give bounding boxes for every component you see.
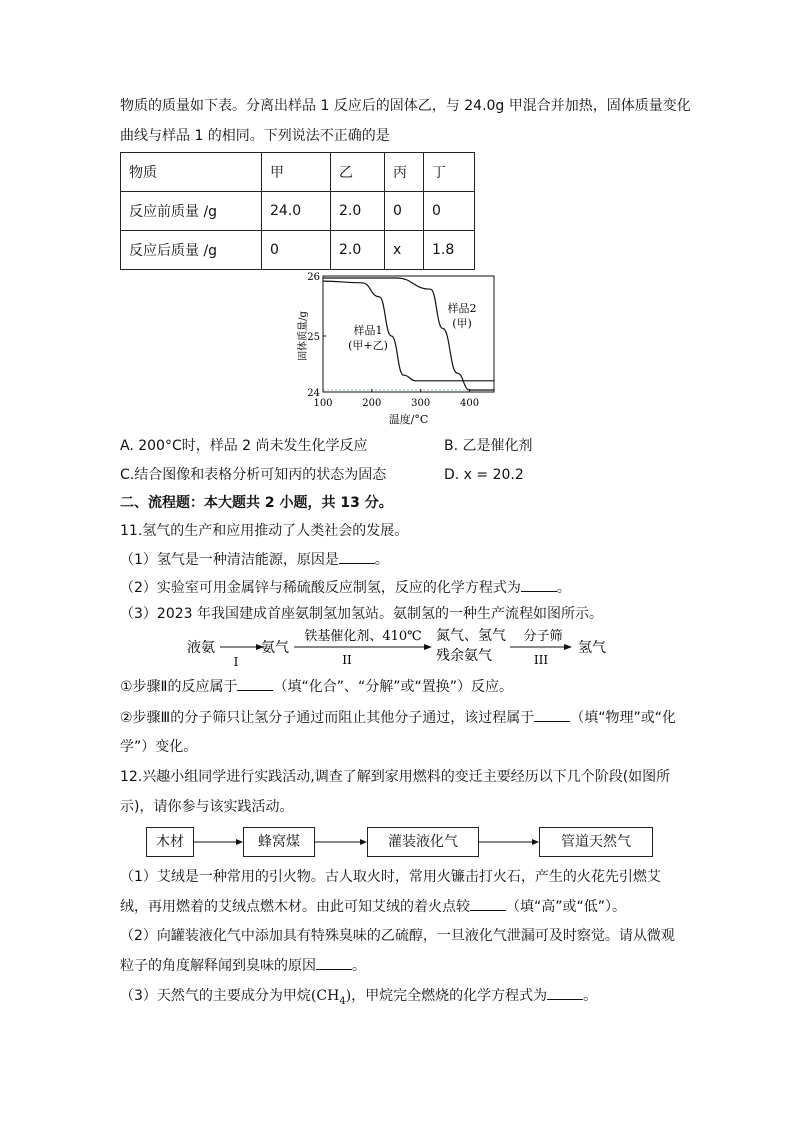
- question-11-sub1-hint: （填“化合”、“分解”或“置换”）反应。: [273, 679, 513, 695]
- chart-series-label: 样品2: [447, 302, 477, 315]
- flow-node-hydrogen: 氢气: [578, 640, 606, 656]
- formula-subscript: 4: [339, 995, 346, 1007]
- fuel-box-honeycomb-coal: 蜂窝煤: [243, 827, 315, 857]
- table-cell: 2.0: [331, 231, 385, 270]
- chart-x-tick-label: 200: [362, 398, 382, 409]
- question-11-stem: 11.氢气的生产和应用推动了人类社会的发展。: [120, 523, 409, 539]
- ammonia-hydrogen-flow-diagram: [180, 626, 620, 674]
- answer-blank[interactable]: [237, 676, 273, 691]
- flow-arrow-iii-head: [564, 644, 572, 650]
- table-header-cell: 物质: [121, 153, 262, 192]
- flow-step-i-label: I: [233, 655, 239, 669]
- table-row: [121, 192, 475, 231]
- table-cell: 24.0: [262, 192, 331, 231]
- question-12-stem-line2: 示)，请你参与该实践活动。: [120, 799, 294, 815]
- question-11-part1: [120, 549, 389, 570]
- flow-arrow-head: [360, 839, 367, 845]
- chart-x-tick-label: 400: [460, 398, 480, 409]
- option-c: C.结合图像和表格分析可知丙的状态为固态: [120, 467, 387, 483]
- flow-step-ii-label: II: [342, 653, 352, 667]
- answer-blank[interactable]: [316, 955, 352, 970]
- chart-x-tick-label: 100: [313, 398, 333, 409]
- table-row: [121, 231, 475, 270]
- question-11-part3: （3）2023 年我国建成首座氨制氢加氢站。氨制氢的一种生产流程如图所示。: [120, 606, 603, 622]
- question-12-part2-line2: [120, 955, 366, 976]
- question-12-part1-hint: （填“高”或“低”）。: [506, 899, 627, 915]
- table-cell: 0: [385, 192, 424, 231]
- flow-node-products: 氮气、氢气: [436, 628, 506, 644]
- table-cell: 0: [424, 192, 475, 231]
- table-header-cell: 丙: [385, 153, 424, 192]
- question-11-sub2-hint: （填“物理”或“化: [570, 710, 676, 726]
- question-10-stem-line1: 物质的质量如下表。分离出样品 1 反应后的固体乙，与 24.0g 甲混合并加热，固体质量变化: [120, 98, 691, 114]
- flow-step-ii-condition: 铁基催化剂、410℃: [304, 629, 422, 644]
- formula-left: (CH: [310, 988, 340, 1004]
- fuel-flow-arrows: [0, 832, 794, 854]
- methane-formula: [310, 988, 352, 1007]
- question-10-stem-line2: 曲线与样品 1 的相同。下列说法不正确的是: [120, 128, 390, 144]
- chart-y-tick-label: 26: [307, 272, 320, 283]
- option-d: D. x = 20.2: [444, 467, 524, 483]
- option-a: A. 200°C时，样品 2 尚未发生化学反应: [120, 438, 368, 454]
- question-11-part2-text: （2）实验室可用金属锌与稀硫酸反应制氢，反应的化学方程式为: [120, 580, 521, 596]
- period: 。: [583, 988, 598, 1004]
- flow-step-iii-label: III: [533, 653, 549, 667]
- period: 。: [352, 958, 366, 974]
- chart-y-tick-label: 25: [307, 332, 320, 343]
- table-cell: 0: [262, 231, 331, 270]
- table-cell: x: [385, 231, 424, 270]
- question-12-part3-text: （3）天然气的主要成分为甲烷: [120, 988, 311, 1004]
- question-11-sub2-cont: 学”）变化。: [120, 739, 198, 755]
- question-11-sub2-text: ②步骤Ⅲ的分子筛只让氢分子通过而阻止其他分子通过，该过程属于: [120, 710, 535, 726]
- flow-node-liquid-ammonia: 液氨: [187, 640, 215, 656]
- chart-x-tick-label: 300: [411, 398, 431, 409]
- question-12-stem-line1: 12.兴趣小组同学进行实践活动,调查了解到家用燃料的变迁主要经历以下几个阶段(如图所: [120, 769, 671, 785]
- formula-right: ): [345, 988, 352, 1004]
- table-header-cell: 甲: [262, 153, 331, 192]
- question-12-part3: [120, 985, 597, 1012]
- answer-blank[interactable]: [534, 707, 570, 722]
- answer-blank[interactable]: [470, 896, 506, 911]
- table-cell: 反应后质量 /g: [121, 231, 262, 270]
- answer-blank[interactable]: [339, 549, 375, 564]
- question-12-part2-line1: （2）向罐装液化气中添加具有特殊臭味的乙硫醇，一旦液化气泄漏可及时察觉。请从微观: [120, 928, 675, 944]
- chart-frame: [323, 276, 494, 392]
- chart-series-label: 样品1: [353, 324, 383, 337]
- answer-blank[interactable]: [547, 985, 583, 1000]
- fuel-box-wood: 木材: [146, 827, 194, 857]
- question-12-part1-line2: [120, 896, 626, 917]
- fuel-box-natural-gas: 管道天然气: [539, 827, 653, 857]
- question-11-sub1-text: ①步骤Ⅱ的反应属于: [120, 679, 238, 695]
- chart-plot-area: [296, 272, 494, 426]
- section-heading: 二、流程题：本大题共 2 小题，共 13 分。: [120, 495, 393, 511]
- fuel-box-lpg: 灌装液化气: [367, 827, 479, 857]
- chart-y-tick-label: 24: [307, 388, 320, 399]
- table-header-row: [121, 153, 475, 192]
- table-header-cell: 乙: [331, 153, 385, 192]
- question-12-part1-line1: （1）艾绒是一种常用的引火物。古人取火时，常用火镰击打火石，产生的火花先引燃艾: [120, 869, 661, 885]
- table-header-cell: 丁: [424, 153, 475, 192]
- flow-arrow-ii-head: [424, 644, 432, 650]
- table-cell: 反应前质量 /g: [121, 192, 262, 231]
- chart-series-sublabel: (甲+乙): [348, 339, 388, 352]
- flow-node-ammonia-gas: 氨气: [261, 640, 289, 656]
- period: 。: [556, 580, 571, 596]
- flow-arrow-head: [532, 839, 539, 845]
- question-12-part1-text: 绒，再用燃着的艾绒点燃木材。由此可知艾绒的着火点较: [120, 899, 470, 915]
- question-12-part2-text: 粒子的角度解释闻到臭味的原因: [120, 958, 316, 974]
- period: 。: [374, 552, 389, 568]
- question-11-part1-text: （1）氢气是一种清洁能源，原因是: [120, 552, 339, 568]
- question-12-part3-text2: ，甲烷完全燃烧的化学方程式为: [351, 988, 548, 1004]
- chart-series-line-2: [323, 278, 494, 390]
- chart-y-axis-label: 固体质量/g: [298, 311, 309, 361]
- answer-blank[interactable]: [521, 577, 557, 592]
- flow-step-iii-condition: 分子筛: [523, 629, 563, 644]
- question-11-sub2: [120, 707, 676, 728]
- mass-table: [120, 152, 475, 270]
- table-cell: 2.0: [331, 192, 385, 231]
- chart-x-axis-label: 温度/°C: [388, 413, 429, 426]
- chart-series-sublabel: (甲): [452, 317, 472, 330]
- option-b: B. 乙是催化剂: [444, 438, 533, 454]
- chart-series-line-1: [323, 281, 494, 381]
- table-cell: 1.8: [424, 231, 475, 270]
- flow-arrow-head: [236, 839, 243, 845]
- mass-temperature-chart: [296, 272, 506, 432]
- flow-node-residual-ammonia: 残余氨气: [436, 648, 492, 664]
- question-11-part2: [120, 577, 571, 598]
- question-11-sub1: [120, 676, 513, 697]
